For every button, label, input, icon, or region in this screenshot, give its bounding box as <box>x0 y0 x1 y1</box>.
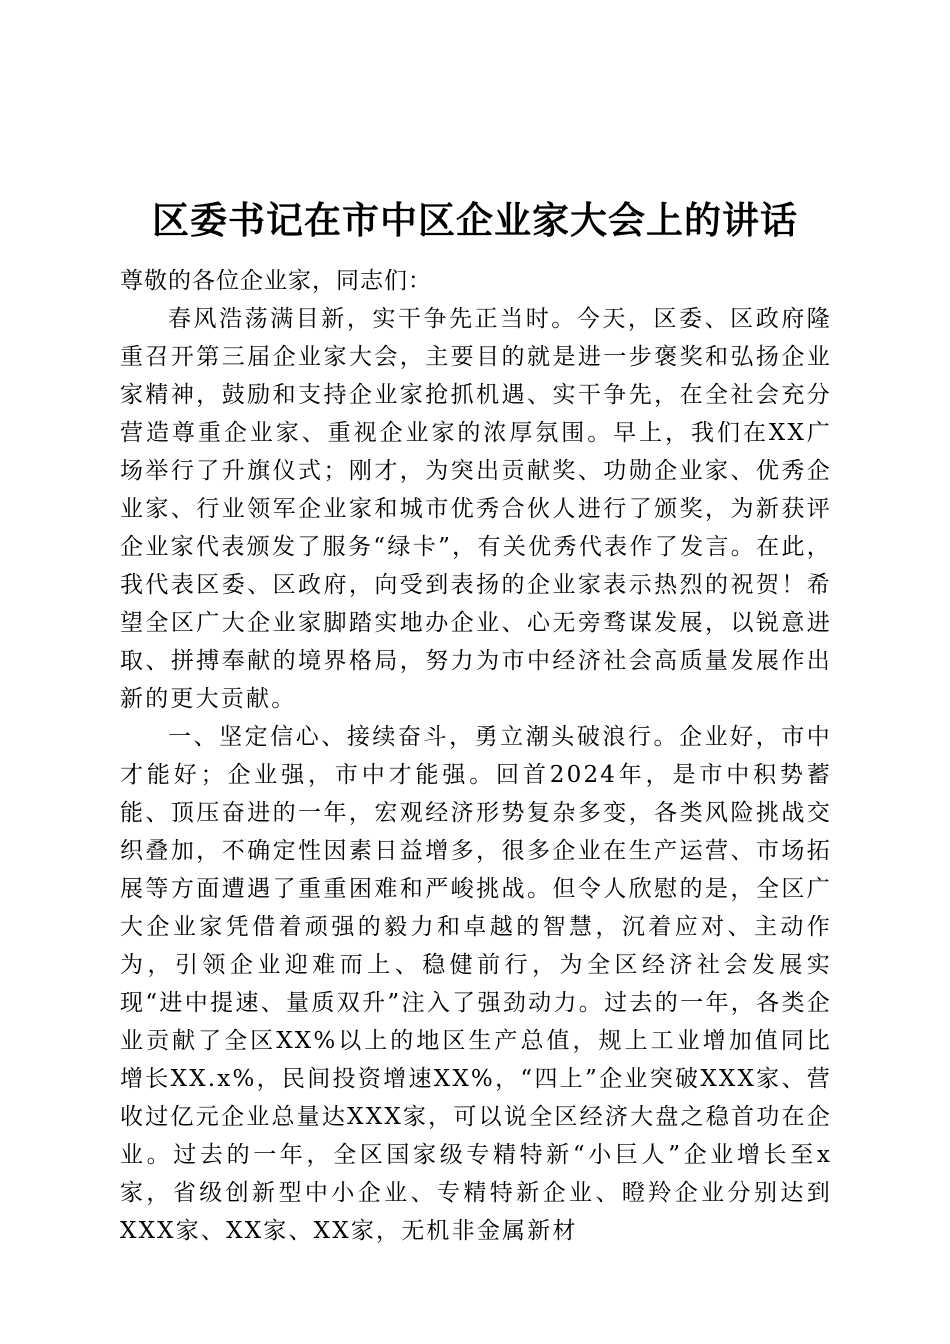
document-body <box>120 262 832 1250</box>
paragraph-section-one: 一、坚定信心、接续奋斗，勇立潮头破浪行。企业好，市中才能好；企业强，市中才能强。回首2024年，是市中积势蓄能、顶压奋进的一年，宏观经济形势复杂多变，各类风险挑战交织叠加，不确定性因素日益增多，很多企业在生产运营、市场拓展等方面遭遇了重重困难和严峻挑战。但令人欣慰的是，全区广大企业家凭借着顽强的毅力和卓越的智慧，沉着应对、主动作为，引领企业迎难而上、稳健前行，为全区经济社会发展实现“进中提速、量质双升”注入了强劲动力。过去的一年，各类企业贡献了全区XX%以上的地区生产总值，规上工业增加值同比增长XX.x%，民间投资增速XX%，“四上”企业突破XXX家、营收过亿元企业总量达XXX家，可以说全区经济大盘之稳首功在企业。过去的一年，全区国家级专精特新“小巨人”企业增长至x家，省级创新型中小企业、专精特新企业、瞪羚企业分别达到XXX家、XX家、XX家，无机非金属新材 <box>120 724 832 1244</box>
paragraph-opening: 春风浩荡满目新，实干争先正当时。今天，区委、区政府隆重召开第三届企业家大会，主要目的就是进一步褒奖和弘扬企业家精神，鼓励和支持企业家抢抓机遇、实干争先，在全社会充分营造尊重企业家、重视企业家的浓厚氛围。早上，我们在XX广场举行了升旗仪式；刚才，为突出贡献奖、功勋企业家、优秀企业家、行业领军企业家和城市优秀合伙人进行了颁奖，为新获评企业家代表颁发了服务“绿卡”，有关优秀代表作了发言。在此，我代表区委、区政府，向受到表扬的企业家表示热烈的祝贺！希望全区广大企业家脚踏实地办企业、心无旁骛谋发展，以锐意进取、拼搏奉献的境界格局，努力为市中经济社会高质量发展作出新的更大贡献。 <box>120 306 832 712</box>
document-title: 区委书记在市中区企业家大会上的讲话 <box>152 198 798 242</box>
salutation: 尊敬的各位企业家，同志们： <box>120 268 432 294</box>
